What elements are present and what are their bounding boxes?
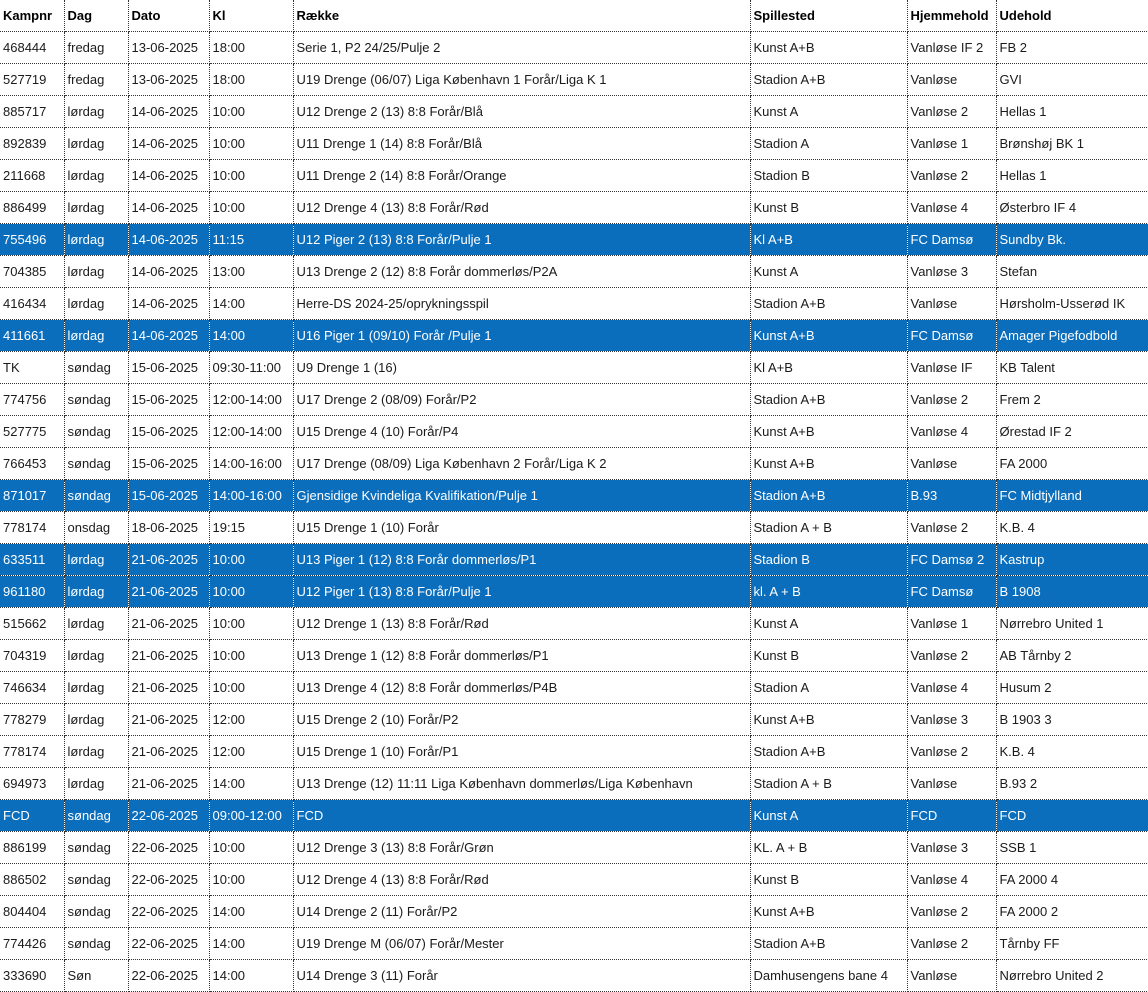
cell-spillested[interactable]: Stadion A+B — [750, 736, 907, 768]
header-kampnr[interactable]: Kampnr — [0, 0, 64, 32]
table-row[interactable] — [0, 704, 1148, 736]
cell-kampnr[interactable]: 633511 — [0, 544, 64, 576]
cell-dag[interactable]: søndag — [64, 352, 128, 384]
cell-kampnr[interactable]: 961180 — [0, 576, 64, 608]
cell-hjemmehold[interactable]: Vanløse — [907, 288, 996, 320]
cell-hjemmehold[interactable]: Vanløse 2 — [907, 384, 996, 416]
cell-spillested[interactable]: Kunst B — [750, 864, 907, 896]
cell-dag[interactable]: lørdag — [64, 128, 128, 160]
cell-kl[interactable]: 10:00 — [209, 640, 293, 672]
cell-raekke[interactable]: U11 Drenge 2 (14) 8:8 Forår/Orange — [293, 160, 750, 192]
cell-raekke[interactable]: U15 Drenge 2 (10) Forår/P2 — [293, 704, 750, 736]
cell-kampnr[interactable]: 871017 — [0, 480, 64, 512]
cell-dato[interactable]: 22-06-2025 — [128, 864, 209, 896]
cell-kampnr[interactable]: 804404 — [0, 896, 64, 928]
cell-dato[interactable]: 15-06-2025 — [128, 352, 209, 384]
cell-kampnr[interactable]: 527719 — [0, 64, 64, 96]
table-row-highlighted[interactable] — [0, 576, 1148, 608]
table-row[interactable] — [0, 672, 1148, 704]
cell-udehold[interactable]: Hellas 1 — [996, 160, 1148, 192]
cell-kl[interactable]: 14:00 — [209, 320, 293, 352]
table-row[interactable] — [0, 736, 1148, 768]
cell-kampnr[interactable]: 778174 — [0, 736, 64, 768]
cell-udehold[interactable]: Tårnby FF — [996, 928, 1148, 960]
cell-raekke[interactable]: U13 Piger 1 (12) 8:8 Forår dommerløs/P1 — [293, 544, 750, 576]
cell-raekke[interactable]: U12 Piger 2 (13) 8:8 Forår/Pulje 1 — [293, 224, 750, 256]
cell-kl[interactable]: 10:00 — [209, 160, 293, 192]
cell-dag[interactable]: onsdag — [64, 512, 128, 544]
cell-dato[interactable]: 14-06-2025 — [128, 224, 209, 256]
cell-dato[interactable]: 21-06-2025 — [128, 672, 209, 704]
cell-dato[interactable]: 14-06-2025 — [128, 96, 209, 128]
table-row[interactable] — [0, 160, 1148, 192]
cell-kampnr[interactable]: 468444 — [0, 32, 64, 64]
cell-dag[interactable]: lørdag — [64, 256, 128, 288]
cell-spillested[interactable]: Stadion A+B — [750, 480, 907, 512]
header-kl[interactable]: Kl — [209, 0, 293, 32]
table-body — [0, 32, 1148, 992]
cell-spillested[interactable]: Stadion A — [750, 128, 907, 160]
cell-kl[interactable]: 18:00 — [209, 32, 293, 64]
cell-dag[interactable]: lørdag — [64, 704, 128, 736]
cell-dag[interactable]: lørdag — [64, 576, 128, 608]
cell-dag[interactable]: lørdag — [64, 640, 128, 672]
cell-kl[interactable]: 10:00 — [209, 96, 293, 128]
table-row[interactable] — [0, 832, 1148, 864]
cell-hjemmehold[interactable]: Vanløse 2 — [907, 736, 996, 768]
cell-dag[interactable]: søndag — [64, 480, 128, 512]
cell-hjemmehold[interactable]: Vanløse 1 — [907, 128, 996, 160]
table-row[interactable] — [0, 32, 1148, 64]
cell-dag[interactable]: søndag — [64, 416, 128, 448]
cell-dato[interactable]: 21-06-2025 — [128, 544, 209, 576]
cell-hjemmehold[interactable]: Vanløse — [907, 64, 996, 96]
cell-udehold[interactable]: FCD — [996, 800, 1148, 832]
cell-kl[interactable]: 10:00 — [209, 128, 293, 160]
cell-kampnr[interactable]: 778174 — [0, 512, 64, 544]
cell-kl[interactable]: 10:00 — [209, 832, 293, 864]
cell-raekke[interactable]: U13 Drenge (12) 11:11 Liga København dommerløs/Liga København — [293, 768, 750, 800]
cell-dag[interactable]: søndag — [64, 896, 128, 928]
cell-raekke[interactable]: U13 Drenge 4 (12) 8:8 Forår dommerløs/P4B — [293, 672, 750, 704]
cell-dato[interactable]: 18-06-2025 — [128, 512, 209, 544]
cell-kl[interactable]: 12:00 — [209, 704, 293, 736]
cell-spillested[interactable]: Kunst A+B — [750, 32, 907, 64]
cell-dato[interactable]: 14-06-2025 — [128, 288, 209, 320]
cell-kl[interactable]: 14:00 — [209, 768, 293, 800]
cell-kampnr[interactable]: 527775 — [0, 416, 64, 448]
cell-kampnr[interactable]: 886502 — [0, 864, 64, 896]
cell-udehold[interactable]: Ørestad IF 2 — [996, 416, 1148, 448]
cell-dag[interactable]: søndag — [64, 864, 128, 896]
cell-spillested[interactable]: Damhusengens bane 4 — [750, 960, 907, 992]
cell-kl[interactable]: 10:00 — [209, 608, 293, 640]
cell-dato[interactable]: 22-06-2025 — [128, 928, 209, 960]
cell-spillested[interactable]: Stadion A + B — [750, 512, 907, 544]
cell-kl[interactable]: 14:00 — [209, 288, 293, 320]
cell-dag[interactable]: lørdag — [64, 288, 128, 320]
cell-hjemmehold[interactable]: Vanløse 2 — [907, 928, 996, 960]
cell-udehold[interactable]: Nørrebro United 1 — [996, 608, 1148, 640]
cell-kampnr[interactable]: 774756 — [0, 384, 64, 416]
cell-spillested[interactable]: Stadion A+B — [750, 64, 907, 96]
cell-spillested[interactable]: Kunst A — [750, 256, 907, 288]
cell-hjemmehold[interactable]: FC Damsø — [907, 224, 996, 256]
cell-hjemmehold[interactable]: Vanløse 2 — [907, 160, 996, 192]
table-row[interactable] — [0, 128, 1148, 160]
cell-kampnr[interactable]: 211668 — [0, 160, 64, 192]
cell-spillested[interactable]: Kunst A+B — [750, 416, 907, 448]
cell-dato[interactable]: 22-06-2025 — [128, 896, 209, 928]
cell-kampnr[interactable]: 778279 — [0, 704, 64, 736]
cell-hjemmehold[interactable]: FC Damsø — [907, 320, 996, 352]
cell-kl[interactable]: 10:00 — [209, 576, 293, 608]
table-row[interactable] — [0, 768, 1148, 800]
cell-dato[interactable]: 13-06-2025 — [128, 32, 209, 64]
cell-dato[interactable]: 21-06-2025 — [128, 576, 209, 608]
cell-dag[interactable]: søndag — [64, 384, 128, 416]
cell-dato[interactable]: 13-06-2025 — [128, 64, 209, 96]
cell-dag[interactable]: lørdag — [64, 672, 128, 704]
cell-dag[interactable]: fredag — [64, 32, 128, 64]
cell-raekke[interactable]: U11 Drenge 1 (14) 8:8 Forår/Blå — [293, 128, 750, 160]
cell-spillested[interactable]: Kunst B — [750, 640, 907, 672]
cell-udehold[interactable]: B 1903 3 — [996, 704, 1148, 736]
table-row[interactable] — [0, 192, 1148, 224]
cell-kl[interactable]: 14:00 — [209, 928, 293, 960]
cell-spillested[interactable]: Kl A+B — [750, 224, 907, 256]
cell-spillested[interactable]: Stadion A — [750, 672, 907, 704]
cell-kl[interactable]: 10:00 — [209, 672, 293, 704]
cell-kl[interactable]: 10:00 — [209, 864, 293, 896]
cell-udehold[interactable]: Stefan — [996, 256, 1148, 288]
cell-raekke[interactable]: U14 Drenge 3 (11) Forår — [293, 960, 750, 992]
cell-udehold[interactable]: FA 2000 4 — [996, 864, 1148, 896]
cell-udehold[interactable]: B.93 2 — [996, 768, 1148, 800]
header-dato[interactable]: Dato — [128, 0, 209, 32]
cell-spillested[interactable]: Kunst B — [750, 192, 907, 224]
cell-raekke[interactable]: U19 Drenge (06/07) Liga København 1 Forår/Liga K 1 — [293, 64, 750, 96]
cell-kampnr[interactable]: 411661 — [0, 320, 64, 352]
cell-dato[interactable]: 14-06-2025 — [128, 128, 209, 160]
cell-kampnr[interactable]: 766453 — [0, 448, 64, 480]
cell-dag[interactable]: lørdag — [64, 160, 128, 192]
table-row[interactable] — [0, 896, 1148, 928]
cell-hjemmehold[interactable]: Vanløse 4 — [907, 416, 996, 448]
cell-kl[interactable]: 14:00-16:00 — [209, 448, 293, 480]
cell-spillested[interactable]: KL. A + B — [750, 832, 907, 864]
table-row[interactable] — [0, 96, 1148, 128]
cell-raekke[interactable]: U15 Drenge 1 (10) Forår — [293, 512, 750, 544]
cell-hjemmehold[interactable]: Vanløse 1 — [907, 608, 996, 640]
cell-dag[interactable]: søndag — [64, 832, 128, 864]
cell-raekke[interactable]: U17 Drenge 2 (08/09) Forår/P2 — [293, 384, 750, 416]
cell-kl[interactable]: 10:00 — [209, 544, 293, 576]
cell-dag[interactable]: lørdag — [64, 608, 128, 640]
cell-udehold[interactable]: Frem 2 — [996, 384, 1148, 416]
cell-dato[interactable]: 14-06-2025 — [128, 256, 209, 288]
table-row-highlighted[interactable] — [0, 800, 1148, 832]
cell-udehold[interactable]: FC Midtjylland — [996, 480, 1148, 512]
cell-kl[interactable]: 19:15 — [209, 512, 293, 544]
cell-dato[interactable]: 21-06-2025 — [128, 768, 209, 800]
cell-udehold[interactable]: K.B. 4 — [996, 736, 1148, 768]
cell-raekke[interactable]: U15 Drenge 4 (10) Forår/P4 — [293, 416, 750, 448]
cell-hjemmehold[interactable]: Vanløse IF 2 — [907, 32, 996, 64]
cell-kampnr[interactable]: TK — [0, 352, 64, 384]
cell-hjemmehold[interactable]: Vanløse 4 — [907, 672, 996, 704]
cell-dag[interactable]: lørdag — [64, 768, 128, 800]
cell-dag[interactable]: søndag — [64, 448, 128, 480]
cell-udehold[interactable]: GVI — [996, 64, 1148, 96]
cell-hjemmehold[interactable]: Vanløse 3 — [907, 832, 996, 864]
table-row[interactable] — [0, 640, 1148, 672]
cell-raekke[interactable]: U13 Drenge 1 (12) 8:8 Forår dommerløs/P1 — [293, 640, 750, 672]
cell-dato[interactable]: 22-06-2025 — [128, 800, 209, 832]
cell-spillested[interactable]: Stadion A+B — [750, 928, 907, 960]
cell-hjemmehold[interactable]: Vanløse — [907, 960, 996, 992]
cell-hjemmehold[interactable]: Vanløse 4 — [907, 192, 996, 224]
table-row[interactable] — [0, 352, 1148, 384]
cell-dato[interactable]: 21-06-2025 — [128, 704, 209, 736]
cell-hjemmehold[interactable]: Vanløse 2 — [907, 96, 996, 128]
table-row[interactable] — [0, 928, 1148, 960]
cell-kampnr[interactable]: 694973 — [0, 768, 64, 800]
cell-dato[interactable]: 14-06-2025 — [128, 192, 209, 224]
table-row[interactable] — [0, 64, 1148, 96]
cell-hjemmehold[interactable]: Vanløse 2 — [907, 640, 996, 672]
cell-kampnr[interactable]: 885717 — [0, 96, 64, 128]
cell-spillested[interactable]: Kunst A+B — [750, 896, 907, 928]
cell-raekke[interactable]: U16 Piger 1 (09/10) Forår /Pulje 1 — [293, 320, 750, 352]
cell-dag[interactable]: søndag — [64, 800, 128, 832]
cell-dag[interactable]: lørdag — [64, 736, 128, 768]
cell-udehold[interactable]: KB Talent — [996, 352, 1148, 384]
cell-kampnr[interactable]: 333690 — [0, 960, 64, 992]
table-row[interactable] — [0, 608, 1148, 640]
cell-kampnr[interactable]: 755496 — [0, 224, 64, 256]
cell-hjemmehold[interactable]: Vanløse 3 — [907, 704, 996, 736]
cell-udehold[interactable]: Sundby Bk. — [996, 224, 1148, 256]
cell-raekke[interactable]: U12 Drenge 2 (13) 8:8 Forår/Blå — [293, 96, 750, 128]
header-raekke[interactable]: Række — [293, 0, 750, 32]
cell-raekke[interactable]: U12 Piger 1 (13) 8:8 Forår/Pulje 1 — [293, 576, 750, 608]
cell-raekke[interactable]: Serie 1, P2 24/25/Pulje 2 — [293, 32, 750, 64]
cell-dato[interactable]: 15-06-2025 — [128, 480, 209, 512]
cell-hjemmehold[interactable]: Vanløse 4 — [907, 864, 996, 896]
cell-kl[interactable]: 10:00 — [209, 192, 293, 224]
cell-spillested[interactable]: Stadion A + B — [750, 768, 907, 800]
cell-kl[interactable]: 11:15 — [209, 224, 293, 256]
cell-dato[interactable]: 14-06-2025 — [128, 160, 209, 192]
cell-udehold[interactable]: Hellas 1 — [996, 96, 1148, 128]
cell-raekke[interactable]: Herre-DS 2024-25/oprykningsspil — [293, 288, 750, 320]
cell-raekke[interactable]: U14 Drenge 2 (11) Forår/P2 — [293, 896, 750, 928]
header-udehold[interactable]: Udehold — [996, 0, 1148, 32]
cell-dato[interactable]: 14-06-2025 — [128, 320, 209, 352]
cell-udehold[interactable]: Hørsholm-Usserød IK — [996, 288, 1148, 320]
cell-raekke[interactable]: U12 Drenge 3 (13) 8:8 Forår/Grøn — [293, 832, 750, 864]
table-row[interactable] — [0, 512, 1148, 544]
cell-dato[interactable]: 21-06-2025 — [128, 640, 209, 672]
cell-kampnr[interactable]: 892839 — [0, 128, 64, 160]
cell-kampnr[interactable]: 886499 — [0, 192, 64, 224]
cell-raekke[interactable]: FCD — [293, 800, 750, 832]
cell-hjemmehold[interactable]: Vanløse IF — [907, 352, 996, 384]
cell-raekke[interactable]: U12 Drenge 1 (13) 8:8 Forår/Rød — [293, 608, 750, 640]
cell-hjemmehold[interactable]: Vanløse 2 — [907, 512, 996, 544]
cell-udehold[interactable]: SSB 1 — [996, 832, 1148, 864]
cell-spillested[interactable]: Kunst A+B — [750, 448, 907, 480]
cell-raekke[interactable]: U9 Drenge 1 (16) — [293, 352, 750, 384]
cell-kampnr[interactable]: 515662 — [0, 608, 64, 640]
cell-kl[interactable]: 13:00 — [209, 256, 293, 288]
cell-udehold[interactable]: Østerbro IF 4 — [996, 192, 1148, 224]
table-row-highlighted[interactable] — [0, 224, 1148, 256]
cell-kl[interactable]: 09:30-11:00 — [209, 352, 293, 384]
cell-kampnr[interactable]: 416434 — [0, 288, 64, 320]
cell-dag[interactable]: lørdag — [64, 192, 128, 224]
cell-udehold[interactable]: Amager Pigefodbold — [996, 320, 1148, 352]
cell-hjemmehold[interactable]: B.93 — [907, 480, 996, 512]
cell-dag[interactable]: lørdag — [64, 96, 128, 128]
table-row[interactable] — [0, 288, 1148, 320]
cell-dato[interactable]: 21-06-2025 — [128, 736, 209, 768]
cell-kampnr[interactable]: 704385 — [0, 256, 64, 288]
cell-hjemmehold[interactable]: FC Damsø — [907, 576, 996, 608]
cell-kampnr[interactable]: 704319 — [0, 640, 64, 672]
cell-hjemmehold[interactable]: FCD — [907, 800, 996, 832]
cell-udehold[interactable]: Kastrup — [996, 544, 1148, 576]
cell-raekke[interactable]: U12 Drenge 4 (13) 8:8 Forår/Rød — [293, 864, 750, 896]
cell-kampnr[interactable]: 746634 — [0, 672, 64, 704]
cell-dag[interactable]: lørdag — [64, 320, 128, 352]
cell-udehold[interactable]: Nørrebro United 2 — [996, 960, 1148, 992]
cell-spillested[interactable]: Kunst A — [750, 800, 907, 832]
cell-raekke[interactable]: U15 Drenge 1 (10) Forår/P1 — [293, 736, 750, 768]
cell-spillested[interactable]: kl. A + B — [750, 576, 907, 608]
cell-udehold[interactable]: FA 2000 — [996, 448, 1148, 480]
table-row[interactable] — [0, 256, 1148, 288]
cell-dag[interactable]: lørdag — [64, 224, 128, 256]
cell-hjemmehold[interactable]: Vanløse 3 — [907, 256, 996, 288]
cell-kl[interactable]: 14:00-16:00 — [209, 480, 293, 512]
cell-hjemmehold[interactable]: Vanløse — [907, 768, 996, 800]
cell-kl[interactable]: 12:00 — [209, 736, 293, 768]
header-row — [0, 0, 1148, 32]
cell-raekke[interactable]: Gjensidige Kvindeliga Kvalifikation/Pulje 1 — [293, 480, 750, 512]
cell-dag[interactable]: lørdag — [64, 544, 128, 576]
cell-spillested[interactable]: Kunst A — [750, 96, 907, 128]
cell-kl[interactable]: 12:00-14:00 — [209, 416, 293, 448]
cell-kampnr[interactable]: 886199 — [0, 832, 64, 864]
cell-udehold[interactable]: K.B. 4 — [996, 512, 1148, 544]
cell-dag[interactable]: søndag — [64, 928, 128, 960]
table-row[interactable] — [0, 384, 1148, 416]
table-row[interactable] — [0, 864, 1148, 896]
cell-spillested[interactable]: Kunst A+B — [750, 320, 907, 352]
cell-spillested[interactable]: Stadion B — [750, 160, 907, 192]
header-dag[interactable]: Dag — [64, 0, 128, 32]
cell-udehold[interactable]: Brønshøj BK 1 — [996, 128, 1148, 160]
cell-hjemmehold[interactable]: Vanløse 2 — [907, 896, 996, 928]
cell-dato[interactable]: 15-06-2025 — [128, 384, 209, 416]
cell-kampnr[interactable]: 774426 — [0, 928, 64, 960]
cell-dato[interactable]: 22-06-2025 — [128, 960, 209, 992]
cell-spillested[interactable]: Stadion B — [750, 544, 907, 576]
cell-spillested[interactable]: Stadion A+B — [750, 384, 907, 416]
table-row-highlighted[interactable] — [0, 320, 1148, 352]
cell-dato[interactable]: 22-06-2025 — [128, 832, 209, 864]
cell-raekke[interactable]: U12 Drenge 4 (13) 8:8 Forår/Rød — [293, 192, 750, 224]
header-hjemmehold[interactable]: Hjemmehold — [907, 0, 996, 32]
table-row[interactable] — [0, 448, 1148, 480]
cell-kl[interactable]: 18:00 — [209, 64, 293, 96]
cell-dag[interactable]: fredag — [64, 64, 128, 96]
cell-udehold[interactable]: B 1908 — [996, 576, 1148, 608]
cell-dato[interactable]: 15-06-2025 — [128, 416, 209, 448]
cell-spillested[interactable]: Kunst A+B — [750, 704, 907, 736]
cell-kl[interactable]: 12:00-14:00 — [209, 384, 293, 416]
cell-raekke[interactable]: U13 Drenge 2 (12) 8:8 Forår dommerløs/P2A — [293, 256, 750, 288]
table-row-highlighted[interactable] — [0, 544, 1148, 576]
cell-kl[interactable]: 14:00 — [209, 960, 293, 992]
cell-udehold[interactable]: AB Tårnby 2 — [996, 640, 1148, 672]
table-row[interactable] — [0, 960, 1148, 992]
cell-hjemmehold[interactable]: FC Damsø 2 — [907, 544, 996, 576]
cell-spillested[interactable]: Kl A+B — [750, 352, 907, 384]
table-row[interactable] — [0, 416, 1148, 448]
cell-raekke[interactable]: U17 Drenge (08/09) Liga København 2 Forår/Liga K 2 — [293, 448, 750, 480]
cell-hjemmehold[interactable]: Vanløse — [907, 448, 996, 480]
table-row-highlighted[interactable] — [0, 480, 1148, 512]
cell-kl[interactable]: 14:00 — [209, 896, 293, 928]
cell-udehold[interactable]: FB 2 — [996, 32, 1148, 64]
cell-dag[interactable]: Søn — [64, 960, 128, 992]
cell-spillested[interactable]: Stadion A+B — [750, 288, 907, 320]
cell-spillested[interactable]: Kunst A — [750, 608, 907, 640]
header-spillested[interactable]: Spillested — [750, 0, 907, 32]
cell-kampnr[interactable]: FCD — [0, 800, 64, 832]
cell-dato[interactable]: 15-06-2025 — [128, 448, 209, 480]
cell-udehold[interactable]: Husum 2 — [996, 672, 1148, 704]
cell-raekke[interactable]: U19 Drenge M (06/07) Forår/Mester — [293, 928, 750, 960]
cell-udehold[interactable]: FA 2000 2 — [996, 896, 1148, 928]
cell-dato[interactable]: 21-06-2025 — [128, 608, 209, 640]
cell-kl[interactable]: 09:00-12:00 — [209, 800, 293, 832]
